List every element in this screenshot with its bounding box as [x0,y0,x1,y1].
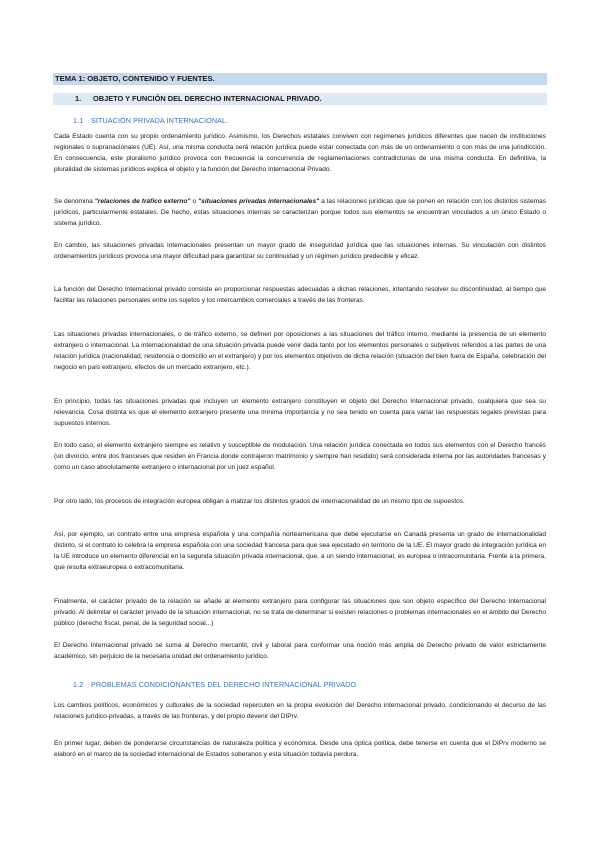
paragraph: Las situaciones privadas internacionales, o de tráfico externo, se definen por oposiciones a las situaciones del tráfico interno, mediante la presencia de un elemento extranjero o internacional. La internacionalidad de una situación privada puede venir dada tanto por los elementos personales o subjetivos referidos a las partes de una relación jurídica (nacionalidad, residencia o domicilio en el extranjero) y por los elementos objetivos de dicha relación (situación del bien fuera de España, celebración del negocio en país extranjero, efectos de un mercado extranjero, etc.). [54,331,546,371]
paragraph: La función del Derecho Internacional privado consiste en proporcionar respuestas adecuadas a dichas relaciones, intentando resolver su discontinuidad, al tiempo que facilitar las relaciones personales entre los sujetos y los intercambios comerciales a través de las fronteras. [54,286,546,304]
paragraph: En todo caso, el elemento extranjero siempre es relativo y susceptible de modulación. Una relación jurídica conectada en todos sus elementos con el Derecho francés (un divorcio, entre dos franceses que residen en Francia donde contrajeron matrimonio y siempre han residido) será considerada interna por las autoridades francesas y como un caso absolutamente extranjero o internacional por un juez español. [54,442,546,471]
paragraph-text: a las relaciones jurídicas que se ponen en relación con los distintos sistemas jurídicos, particularmente estatales. De hecho, estas situaciones internas se caracterizan porque todos sus elementos se encuentran vinculados a un único Estado o sistema jurídico. [54,198,547,227]
section-title: OBJETO Y FUNCIÓN DEL DERECHO INTERNACIONAL PRIVADO. [93,94,322,103]
paragraph: En principio, todas las situaciones privadas que incluyen un elemento extranjero constituyen el objeto del Derecho Internacional privado, cualquiera que sea su relevancia. Cosa distinta es que el elemento extranjero presente una mínima importancia y no sea tenido en cuenta para variar las respuestas legales previstas para supuestos internos. [54,398,546,427]
section-heading [53,93,547,105]
paragraph: En cambio, las situaciones privadas internacionales presentan un mayor grado de inseguridad jurídica que las situaciones internas. Su vinculación con distintos ordenamientos jurídicos provoca una mayor dificultad para garantizar su continuidad y un régimen jurídico predecible y eficaz. [54,242,546,260]
section-number: 1. [75,94,82,103]
subsection-number: 1.2 [73,680,84,689]
paragraph: Así, por ejemplo, un contrato entre una empresa española y una compañía norteamericana que debe ejecutarse en Canadá presenta un grado de internacionalidad distinto, si el contrato lo celebra la empresa española con una sociedad francesa para que sea ejecutado en territorio de la UE. El mayor grado de integración jurídica en la UE introduce un elemento diferencial en la segunda situación privada internacional, que, a un siendo internacional, es europea o intracomunitaria. Frente a la primera, que resulta extraeuropea o extracomunitaria. [54,531,546,571]
subsection-number: 1.1 [73,116,84,125]
paragraph: En primer lugar, deben de ponderarse circunstancias de naturaleza política y económica. Desde una óptica política, debe tenerse en cuenta que el DIPrv moderno se elaboró en el marco de la sociedad internacional de Estados soberanos y esta situación todavía perdura. [54,740,546,758]
subsection-title: PROBLEMAS CONDICIONANTES DEL DERECHO INTERNACIONAL PRIVADO. [91,680,359,689]
paragraph: Finalmente, el carácter privado de la relación se añade al elemento extranjero para configurar las situaciones que son objeto específico del Derecho Internacional privado. Al delimitar el carácter privado de la situación internacional, no se trata de determinar si existen relaciones o problemas internacionales en el ámbito del Derecho público (derecho fiscal, penal, de la seguridad social...) [54,598,546,627]
paragraph: Los cambios políticos, económicos y culturales de la sociedad repercuten en la propia evolución del Derecho internacional privado, condicionando el decurso de las relaciones jurídico-privadas, a través de las fronteras, y del propio devenir del DIPrv. [54,702,546,720]
emphasis-term: "situaciones privadas internacionales" [198,198,320,205]
subsection-heading [73,680,358,689]
paragraph-text: Se denomina [54,198,95,205]
paragraph-text: o [190,198,199,205]
paragraph: Cada Estado cuenta con su propio ordenamiento jurídico. Asimismo, los Derechos estatales conviven con regímenes jurídicos diferentes que nacen de instituciones regionales o supranacionales (UE). Así, una misma conducta será relación jurídica puede estar conectada con más de un ordenamiento o con más de una jurisdicción. En consecuencia, este pluralismo jurídico provoca con frecuencia la concurrencia de reglamentaciones contradictorias de una misma conducta. En definitiva, la pluralidad de sistemas jurídicos explica el objeto y la función del Derecho Internacional Privado. [54,133,546,173]
subsection-heading [73,116,228,125]
paragraph [54,196,546,229]
emphasis-term: "relaciones de tráfico externo" [94,198,191,205]
paragraph: El Derecho Internacional privado se suma al Derecho mercantil, civil y laboral para conformar una noción más amplia de Derecho privado de valor estrictamente académico, sin perjuicio de la necesaria unidad del ordenamiento jurídico. [54,642,546,660]
subsection-title: SITUACIÓN PRIVADA INTERNACIONAL. [91,116,229,125]
chapter-title: TEMA 1: OBJETO, CONTENIDO Y FUENTES. [53,73,547,85]
paragraph: Por otro lado, los procesos de integración europea obligan a matizar los distintos grados de internacionalidad de un mismo tipo de supuestos. [54,498,465,505]
